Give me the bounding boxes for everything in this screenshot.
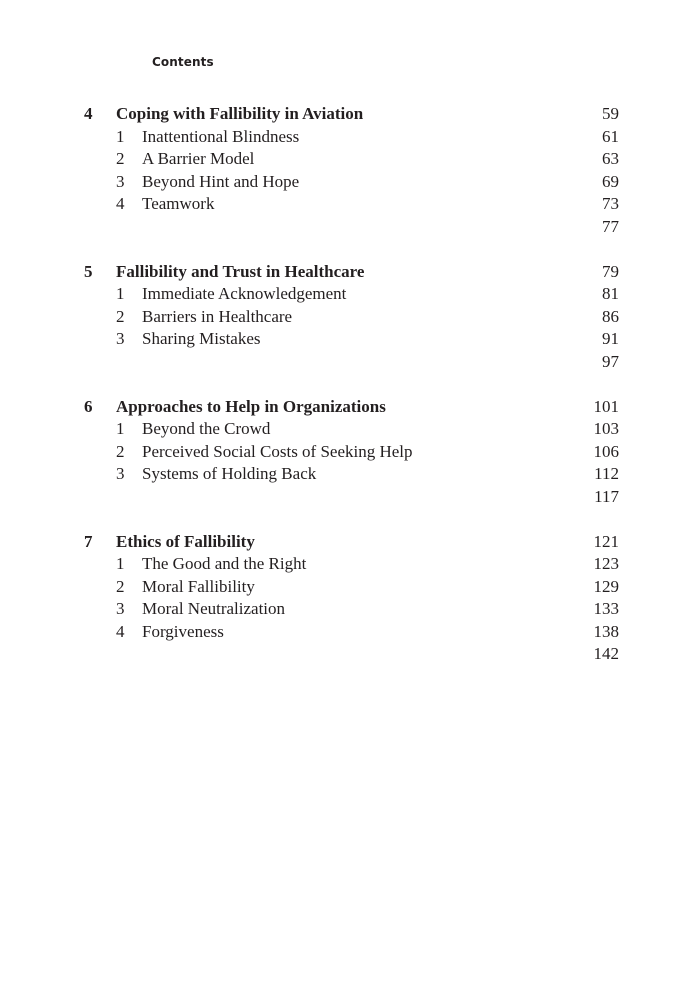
chapter-heading[interactable] xyxy=(0,531,699,554)
page-number: 123 xyxy=(593,554,619,574)
chapter-number: 4 xyxy=(84,104,93,123)
table-of-contents xyxy=(0,103,699,688)
chapter-title: Fallibility and Trust in Healthcare xyxy=(116,261,365,281)
page-number: 101 xyxy=(593,396,619,416)
section-title: The Good and the Right xyxy=(142,554,307,574)
chapter-heading[interactable] xyxy=(0,261,699,284)
page-number: 59 xyxy=(602,104,619,123)
section-row[interactable] xyxy=(0,126,699,149)
section-row[interactable] xyxy=(0,576,699,599)
section-title: Moral Fallibility xyxy=(142,576,255,596)
section-number: 3 xyxy=(116,599,125,619)
section-title: Beyond the Crowd xyxy=(142,419,271,439)
section-title: Immediate Acknowledgement xyxy=(142,284,347,304)
page-number: 91 xyxy=(602,329,619,349)
section-row[interactable] xyxy=(0,598,699,621)
section-row[interactable] xyxy=(0,553,699,576)
section-title: Sharing Mistakes xyxy=(142,329,261,349)
page-number: 117 xyxy=(594,486,619,506)
section-number: 2 xyxy=(116,306,125,326)
page-number: 97 xyxy=(602,351,619,371)
page-number: 77 xyxy=(602,216,619,236)
chapter-4 xyxy=(0,103,699,239)
page-number: 86 xyxy=(602,306,619,326)
chapter-end-row[interactable] xyxy=(0,486,699,509)
section-title: A Barrier Model xyxy=(142,149,255,169)
chapter-heading[interactable] xyxy=(0,396,699,419)
section-number: 2 xyxy=(116,149,125,169)
section-row[interactable] xyxy=(0,306,699,329)
section-row[interactable] xyxy=(0,171,699,194)
section-row[interactable] xyxy=(0,328,699,351)
chapter-title: Approaches to Help in Organizations xyxy=(116,396,386,416)
chapter-number: 6 xyxy=(84,396,93,416)
chapter-number: 5 xyxy=(84,261,93,281)
chapter-title: Ethics of Fallibility xyxy=(116,531,255,551)
page-number: 61 xyxy=(602,126,619,146)
section-row[interactable] xyxy=(0,283,699,306)
section-number: 3 xyxy=(116,171,125,191)
page-number: 73 xyxy=(602,194,619,214)
section-title: Systems of Holding Back xyxy=(142,464,317,484)
section-title: Moral Neutralization xyxy=(142,599,286,619)
section-number: 4 xyxy=(116,621,125,641)
chapter-6 xyxy=(0,396,699,509)
section-number: 2 xyxy=(116,576,125,596)
section-row[interactable] xyxy=(0,193,699,216)
section-number: 1 xyxy=(116,284,125,304)
section-row[interactable] xyxy=(0,418,699,441)
section-number: 1 xyxy=(116,554,125,574)
section-number: 4 xyxy=(116,194,125,214)
chapter-end-row[interactable] xyxy=(0,351,699,374)
page-number: 79 xyxy=(602,261,619,281)
section-row[interactable] xyxy=(0,148,699,171)
page-number: 138 xyxy=(593,621,619,641)
page-number: 112 xyxy=(594,464,619,484)
section-number: 3 xyxy=(116,329,125,349)
section-row[interactable] xyxy=(0,441,699,464)
page-number: 121 xyxy=(593,531,619,551)
running-head: Contents xyxy=(152,55,214,69)
section-number: 2 xyxy=(116,441,125,461)
chapter-7 xyxy=(0,531,699,667)
page-number: 133 xyxy=(593,599,619,619)
chapter-number: 7 xyxy=(84,531,93,551)
section-number: 3 xyxy=(116,464,125,484)
section-title: Teamwork xyxy=(142,194,215,214)
chapter-heading[interactable] xyxy=(0,103,699,126)
section-title: Inattentional Blindness xyxy=(142,126,300,146)
chapter-end-row[interactable] xyxy=(0,643,699,666)
page-number: 81 xyxy=(602,284,619,304)
section-title: Barriers in Healthcare xyxy=(142,306,293,326)
page-number: 103 xyxy=(593,419,619,439)
section-title: Perceived Social Costs of Seeking Help xyxy=(142,441,413,461)
chapter-5 xyxy=(0,261,699,374)
chapter-title: Coping with Fallibility in Aviation xyxy=(116,104,364,123)
page-number: 106 xyxy=(593,441,619,461)
section-number: 1 xyxy=(116,126,125,146)
section-row[interactable] xyxy=(0,621,699,644)
section-row[interactable] xyxy=(0,463,699,486)
section-title: Forgiveness xyxy=(142,621,224,641)
section-title: Beyond Hint and Hope xyxy=(142,171,300,191)
section-number: 1 xyxy=(116,419,125,439)
page-number: 142 xyxy=(593,644,619,664)
page-number: 63 xyxy=(602,149,619,169)
chapter-end-row[interactable] xyxy=(0,216,699,239)
page-number: 69 xyxy=(602,171,619,191)
page-number: 129 xyxy=(593,576,619,596)
